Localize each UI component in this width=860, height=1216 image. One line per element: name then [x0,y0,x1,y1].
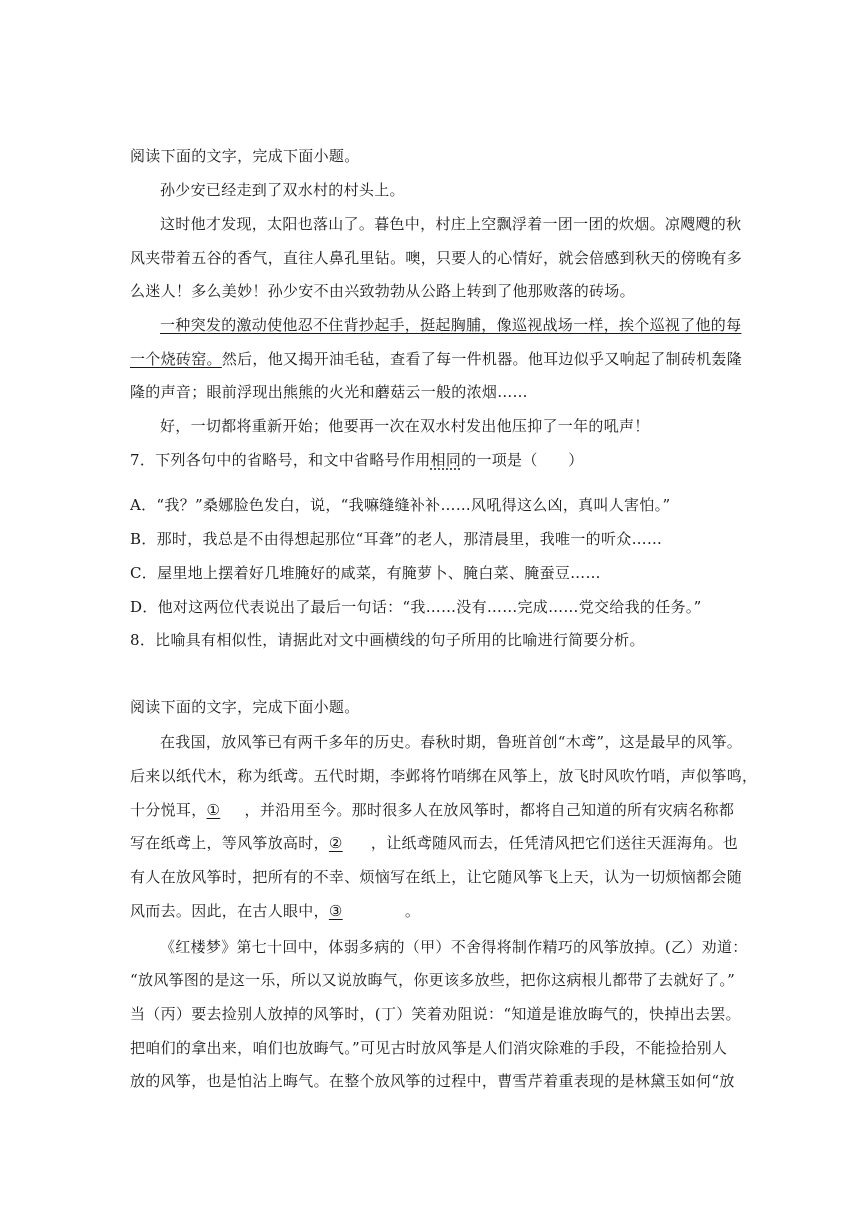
passage2-paragraph: 《红楼梦》第七十回中，体弱多病的（甲）不舍得将制作精巧的风筝放掉。(乙）劝道： [160,938,748,956]
passage2-line: 当（丙）要去捡别人放掉的风筝时，(丁）笑着劝阻说：“知道是谁放晦气的，快掉出去罢。 [130,1005,741,1023]
option-b: B．那时，我总是不由得想起那位“耳聋”的老人，那清晨里，我唯一的听众…… [130,530,663,548]
section1-intro: 阅读下面的文字，完成下面小题。 [130,147,360,165]
section2-intro: 阅读下面的文字，完成下面小题。 [130,698,360,716]
passage2-line: 后来以纸代木，称为纸鸢。五代时期，李邺将竹哨绑在风筝上，放飞时风吹竹哨，声似筝鸣， [130,767,758,785]
passage1-paragraph: 好，一切都将重新开始；他要再一次在双水村发出他压抑了一年的吼声！ [160,417,650,435]
blank-2: ② [328,834,343,852]
option-d: D．他对这两位代表说出了最后一句话：“我……没有……完成……党交给我的任务。” [130,598,702,616]
passage1-paragraph: 孙少安已经走到了双水村的村头上。 [160,181,405,199]
passage2-line: 十分悦耳，① ，并沿用至今。那时很多人在放风筝时，都将自己知道的所有灾病名称都 [130,801,735,819]
option-a: A．“我？”桑娜脸色发白，说，“我嘛缝缝补补……风吼得这么凶，真叫人害怕。” [130,496,671,514]
passage2-paragraph: 在我国，放风筝已有两千多年的历史。春秋时期，鲁班首创“木鸢”，这是最早的风筝。 [160,733,743,751]
passage1-line: 隆的声音；眼前浮现出熊熊的火光和蘑菇云一般的浓烟…… [130,383,528,401]
passage2-line: 风而去。因此，在古人眼中，③ 。 [130,902,421,920]
passage2-line: 写在纸鸢上，等风筝放高时，② ，让纸鸢随风而去，任凭清风把它们送往天涯海角。也 [130,834,739,852]
underlined-sentence-end: 一个烧砖窑。 [130,350,222,368]
question-8: 8．比喻具有相似性，请据此对文中画横线的句子所用的比喻进行简要分析。 [130,631,645,649]
option-c: C．屋里地上摆着好几堆腌好的咸菜，有腌萝卜、腌白菜、腌蚕豆…… [130,564,601,582]
passage2-line: “放风筝图的是这一乐，所以又说放晦气，你更该多放些，把你这病根儿都带了去就好了。” [130,971,736,989]
passage2-line: 放的风筝，也是怕沾上晦气。在整个放风筝的过程中，曹雪芹着重表现的是林黛玉如何“放 [130,1072,735,1090]
passage1-line: 一个烧砖窑。然后，他又揭开油毛毡，查看了每一件机器。他耳边似乎又响起了制砖机轰隆 [130,350,743,368]
blank-3: ③ [328,902,343,920]
passage1-paragraph: 这时他才发现，太阳也落山了。暮色中，村庄上空飘浮着一团一团的炊烟。凉飕飕的秋 [160,215,742,233]
passage1-line: 么迷人！多么美妙！孙少安不由兴致勃勃从公路上转到了他那败落的砖场。 [130,282,635,300]
passage2-line: 有人在放风筝时，把所有的不幸、烦恼写在纸上，让它随风筝飞上天，认为一切烦恼都会随 [130,868,743,886]
passage2-line: 把咱们的拿出来，咱们也放晦气。”可见古时放风筝是人们消灾除难的手段，不能捡拾别人 [130,1039,728,1057]
question-7: 7．下列各句中的省略号，和文中省略号作用相同的一项是（ ） [130,451,584,469]
passage1-underlined-line [160,315,760,335]
blank-1: ① [206,801,221,819]
underlined-sentence: 一种突发的激动使他忍不住背抄起手，挺起胸脯，像巡视战场一样，挨个巡视了他的每 [160,316,742,334]
emphasis-dotted-text: 相同 [430,451,462,469]
passage1-line: 风夹带着五谷的香气，直往人鼻孔里钻。噢，只要人的心情好，就会倍感到秋天的傍晚有多 [130,249,743,267]
